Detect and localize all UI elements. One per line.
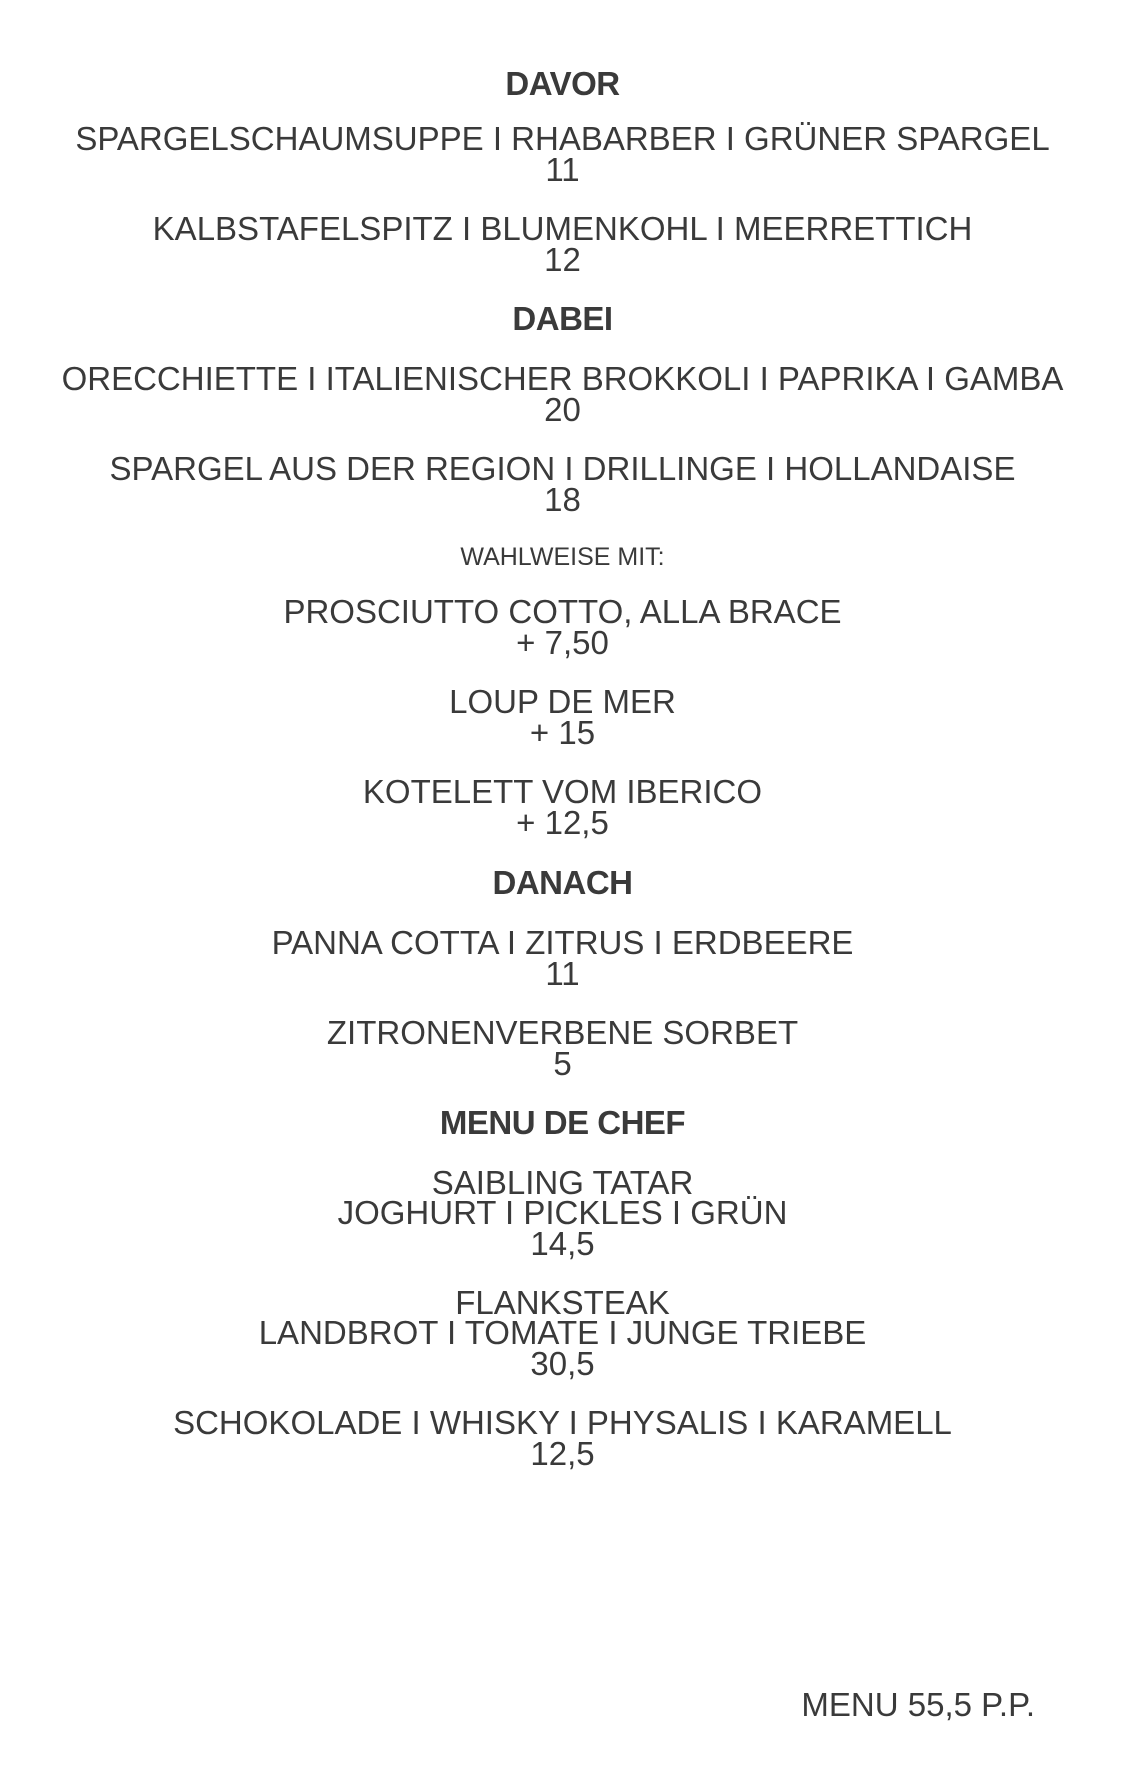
dish-detail: LANDBROT I TOMATE I JUNGE TRIEBE xyxy=(258,1314,867,1351)
dish-price: 11 xyxy=(545,151,580,188)
option-price: + 15 xyxy=(529,714,596,751)
menu-price-total: MENU 55,5 P.P. xyxy=(801,1686,1035,1723)
dish-name: SPARGELSCHAUMSUPPE I RHABARBER I GRÜNER SPARGEL xyxy=(75,120,1050,157)
dish-price: 14,5 xyxy=(530,1225,595,1262)
option-name: LOUP DE MER xyxy=(449,683,676,720)
options-note: WAHLWEISE MIT: xyxy=(460,543,665,571)
section-heading-menu-de-chef: MENU DE CHEF xyxy=(439,1104,686,1141)
dish-name: PANNA COTTA I ZITRUS I ERDBEERE xyxy=(271,924,854,961)
dish-name: FLANKSTEAK xyxy=(455,1284,670,1321)
section-heading-danach: DANACH xyxy=(492,864,633,901)
option-name: PROSCIUTTO COTTO, ALLA BRACE xyxy=(283,593,842,630)
dish-name: SAIBLING TATAR xyxy=(431,1164,694,1201)
dish-price: 5 xyxy=(553,1045,572,1082)
dish-price: 30,5 xyxy=(530,1345,595,1382)
dish-name: KALBSTAFELSPITZ I BLUMENKOHL I MEERRETTICH xyxy=(152,210,973,247)
dish-price: 20 xyxy=(544,391,581,428)
dish-price: 12,5 xyxy=(530,1435,595,1472)
dish-name: ZITRONENVERBENE SORBET xyxy=(326,1014,799,1051)
dish-name: SPARGEL AUS DER REGION I DRILLINGE I HOLLANDAISE xyxy=(109,450,1016,487)
dish-name: SCHOKOLADE I WHISKY I PHYSALIS I KARAMELL xyxy=(173,1404,952,1441)
dish-detail: JOGHURT I PICKLES I GRÜN xyxy=(337,1194,788,1231)
dish-price: 11 xyxy=(545,955,580,992)
section-heading-dabei: DABEI xyxy=(512,300,613,337)
option-price: + 12,5 xyxy=(516,804,609,841)
dish-price: 12 xyxy=(544,241,581,278)
dish-name: ORECCHIETTE I ITALIENISCHER BROKKOLI I PAPRIKA I GAMBA xyxy=(61,360,1064,397)
dish-price: 18 xyxy=(544,481,581,518)
section-heading-davor: DAVOR xyxy=(505,65,620,102)
option-price: + 7,50 xyxy=(516,624,609,661)
option-name: KOTELETT VOM IBERICO xyxy=(362,773,763,810)
